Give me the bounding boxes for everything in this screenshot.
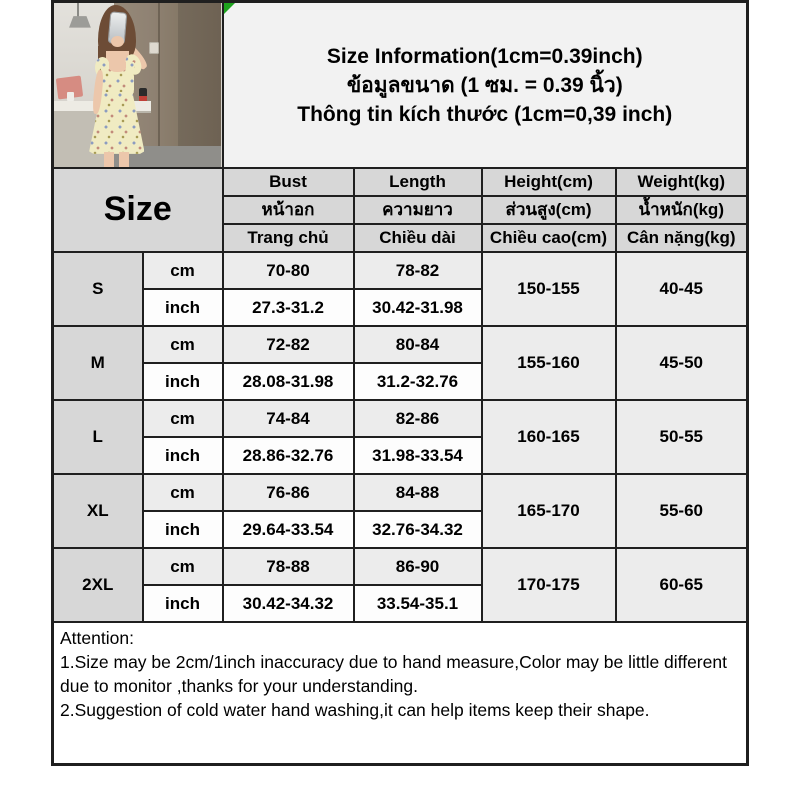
cell-xl-length-cm: 84-88: [354, 474, 482, 511]
size-corner-label: Size: [53, 168, 223, 252]
col-header-length-en: Length: [354, 168, 482, 196]
cell-m-length-cm: 80-84: [354, 326, 482, 363]
size-label-s: S: [53, 252, 143, 326]
attention-note-2: 2.Suggestion of cold water hand washing,it can help items keep their shape.: [60, 700, 650, 720]
cell-m-length-inch: 31.2-32.76: [354, 363, 482, 400]
cell-s-bust-cm: 70-80: [223, 252, 354, 289]
product-photo: [54, 3, 222, 167]
col-header-height-th: ส่วนสูง(cm): [482, 196, 616, 224]
table-header-row-english: [53, 168, 748, 196]
col-header-length-th: ความยาว: [354, 196, 482, 224]
title-cell: [223, 2, 748, 169]
model-leg: [104, 152, 114, 167]
unit-inch: inch: [143, 511, 223, 548]
size-table: [51, 0, 749, 766]
table-row-l-cm: [53, 400, 748, 437]
cell-m-height: 155-160: [482, 326, 616, 400]
unit-cm: cm: [143, 326, 223, 363]
col-header-bust-en: Bust: [223, 168, 354, 196]
cell-2xl-bust-cm: 78-88: [223, 548, 354, 585]
model-leg: [119, 152, 129, 167]
cell-l-length-inch: 31.98-33.54: [354, 437, 482, 474]
table-row-m-cm: [53, 326, 748, 363]
table-row-xl-cm: [53, 474, 748, 511]
unit-inch: inch: [143, 289, 223, 326]
photo-light-switch: [149, 42, 159, 54]
cell-s-bust-inch: 27.3-31.2: [223, 289, 354, 326]
cell-2xl-length-inch: 33.54-35.1: [354, 585, 482, 622]
size-label-m: M: [53, 326, 143, 400]
cell-l-weight: 50-55: [616, 400, 748, 474]
photo-cup: [67, 92, 74, 101]
col-header-bust-vi: Trang chủ: [223, 224, 354, 252]
col-header-length-vi: Chiều dài: [354, 224, 482, 252]
table-row: [53, 2, 748, 169]
unit-cm: cm: [143, 400, 223, 437]
size-label-xl: XL: [53, 474, 143, 548]
unit-inch: inch: [143, 437, 223, 474]
cell-s-weight: 40-45: [616, 252, 748, 326]
cell-2xl-bust-inch: 30.42-34.32: [223, 585, 354, 622]
title-vietnamese: Thông tin kích thước (1cm=0,39 inch): [297, 102, 673, 126]
col-header-weight-vi: Cân nặng(kg): [616, 224, 748, 252]
unit-cm: cm: [143, 474, 223, 511]
cell-xl-bust-cm: 76-86: [223, 474, 354, 511]
col-header-height-en: Height(cm): [482, 168, 616, 196]
col-header-weight-en: Weight(kg): [616, 168, 748, 196]
cell-2xl-height: 170-175: [482, 548, 616, 622]
cell-l-bust-inch: 28.86-32.76: [223, 437, 354, 474]
cell-l-height: 160-165: [482, 400, 616, 474]
cell-m-bust-cm: 72-82: [223, 326, 354, 363]
model-neckline: [109, 62, 126, 72]
attention-box: [53, 622, 748, 764]
cell-l-length-cm: 82-86: [354, 400, 482, 437]
col-header-weight-th: น้ำหนัก(kg): [616, 196, 748, 224]
col-header-bust-th: หน้าอก: [223, 196, 354, 224]
unit-inch: inch: [143, 585, 223, 622]
photo-figurine-body: [139, 96, 147, 101]
unit-inch: inch: [143, 363, 223, 400]
photo-lamp-stem: [77, 3, 79, 18]
cell-xl-weight: 55-60: [616, 474, 748, 548]
photo-cabinet-right: [178, 3, 222, 146]
cell-l-bust-cm: 74-84: [223, 400, 354, 437]
table-row-2xl-cm: [53, 548, 748, 585]
cell-corner-marker-icon: [224, 3, 235, 14]
cell-s-height: 150-155: [482, 252, 616, 326]
unit-cm: cm: [143, 548, 223, 585]
cell-s-length-inch: 30.42-31.98: [354, 289, 482, 326]
attention-note-1: 1.Size may be 2cm/1inch inaccuracy due to hand measure,Color may be little different due to monitor ,thanks for your understanding.: [60, 652, 727, 696]
title-english: Size Information(1cm=0.39inch): [326, 44, 643, 68]
col-header-height-vi: Chiều cao(cm): [482, 224, 616, 252]
unit-cm: cm: [143, 252, 223, 289]
photo-cell: [53, 2, 223, 169]
attention-title: Attention:: [60, 628, 134, 648]
cell-s-length-cm: 78-82: [354, 252, 482, 289]
cell-2xl-length-cm: 86-90: [354, 548, 482, 585]
cell-m-bust-inch: 28.08-31.98: [223, 363, 354, 400]
cell-xl-bust-inch: 29.64-33.54: [223, 511, 354, 548]
table-row-s-cm: [53, 252, 748, 289]
cell-m-weight: 45-50: [616, 326, 748, 400]
cell-xl-length-inch: 32.76-34.32: [354, 511, 482, 548]
cell-xl-height: 165-170: [482, 474, 616, 548]
size-label-2xl: 2XL: [53, 548, 143, 622]
size-label-l: L: [53, 400, 143, 474]
table-row-notes: [53, 622, 748, 764]
cell-2xl-weight: 60-65: [616, 548, 748, 622]
photo-cabinet-seam: [158, 3, 160, 167]
title-thai: ข้อมูลขนาด (1 ซม. = 0.39 นิ้ว): [346, 73, 623, 97]
